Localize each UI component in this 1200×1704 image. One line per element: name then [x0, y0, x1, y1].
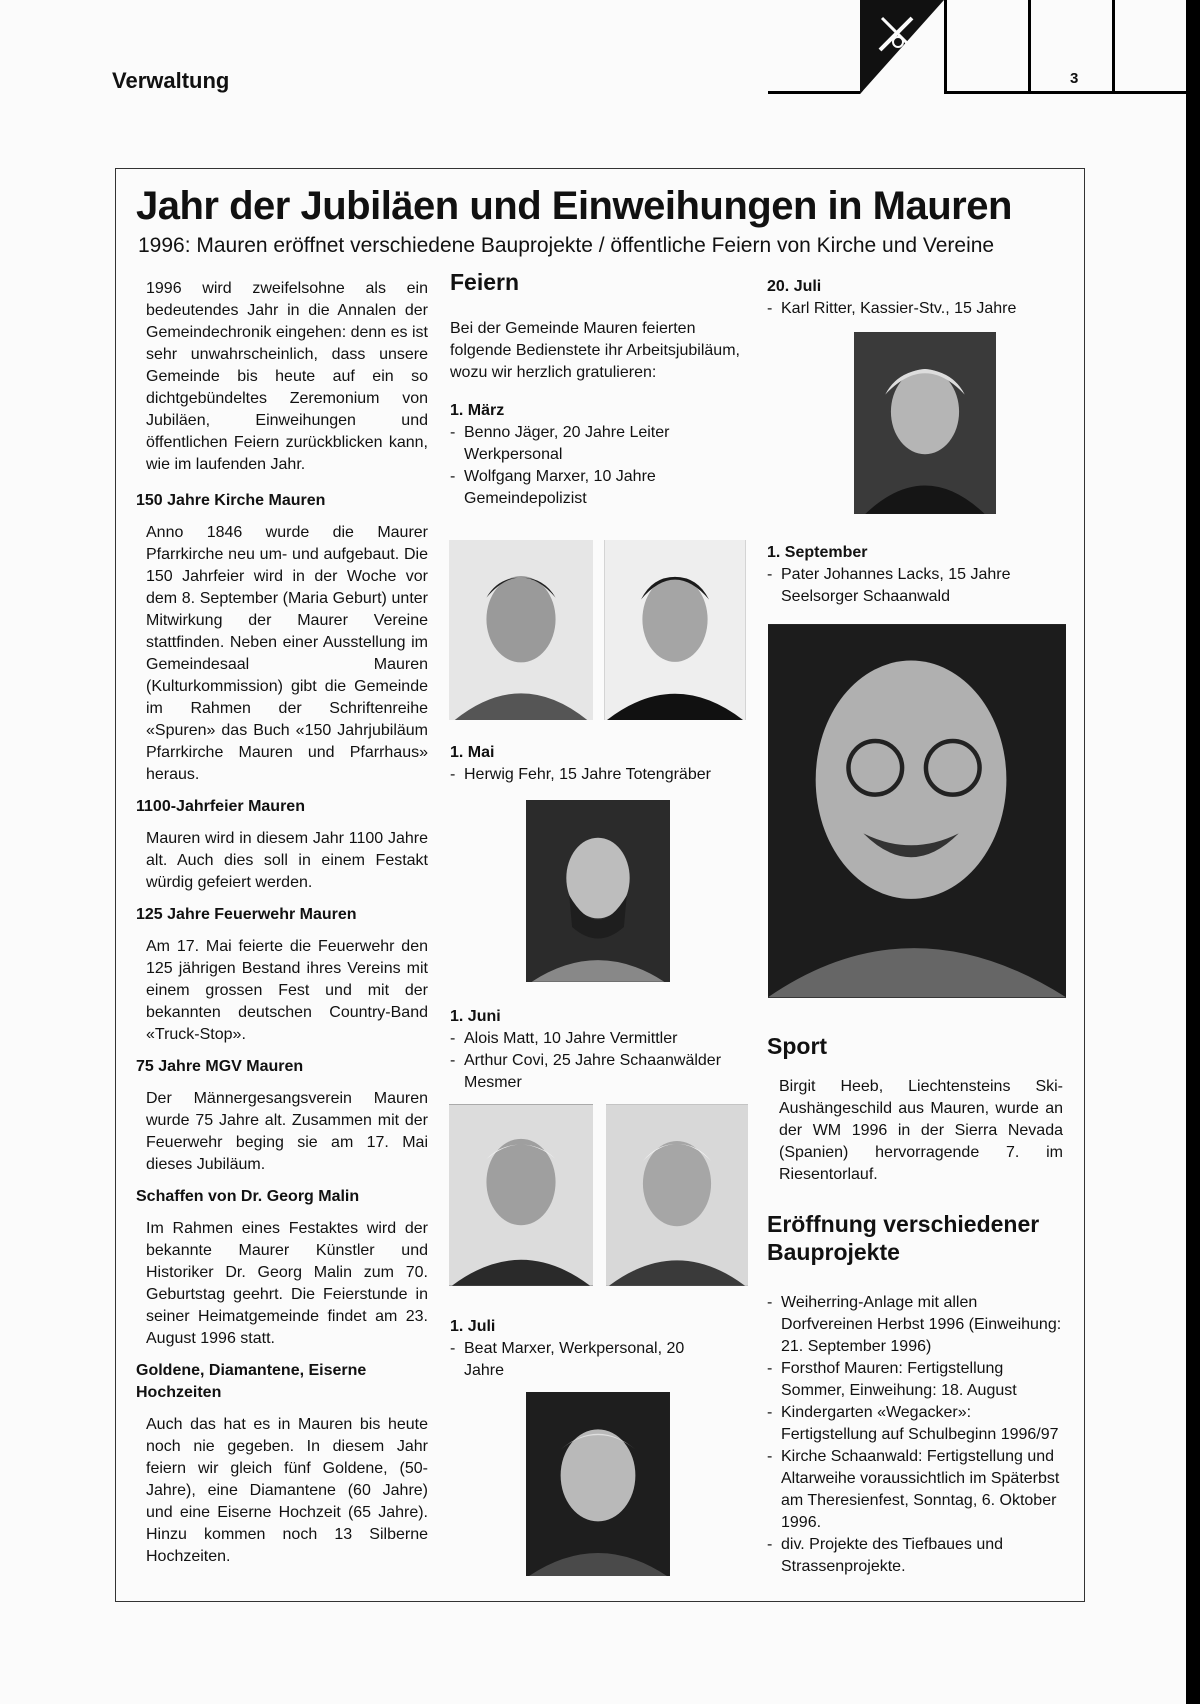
section-heading: Schaffen von Dr. Georg Malin — [136, 1188, 360, 1205]
portrait-photo — [526, 800, 670, 982]
portrait-photo — [768, 624, 1066, 998]
portrait-photo — [854, 332, 996, 514]
list-item: - div. Projekte des Tiefbaues und Strassenprojekte. — [767, 1534, 1063, 1578]
portrait-photo — [449, 1104, 593, 1286]
section-text: Im Rahmen eines Festaktes wird der bekannte Maurer Künstler und Historiker Dr. Georg Malin zum 70. Geburtstag geehrt. Die Feierstunde in seiner Heimatgemeinde findet am 23. August 1996 statt. — [146, 1220, 428, 1347]
page-number: 3 — [1070, 70, 1079, 87]
column-2-juli — [450, 1316, 690, 1382]
list-item: - Forsthof Mauren: Fertigstellung Sommer, Einweihung: 18. August — [767, 1358, 1063, 1402]
section-text: Anno 1846 wurde die Maurer Pfarrkirche neu um- und aufgebaut. Die 150 Jahrfeier wird in der Woche vor dem 8. September (Maria Geburt) unter Mitwirkung der Maurer Vereine stattfinden. Neben einer Ausstellung im Gemeindesaal Mauren (Kulturkommission) gibt die Gemeinde im Rahmen der Schriftenreihe «Spuren» das Buch «150 Jahrjubiläum Pfarrkirche Mauren und Pfarrhaus» heraus. — [146, 524, 428, 783]
section-heading: Goldene, Diamantene, Eiserne Hochzeiten — [136, 1362, 367, 1401]
jubilee-list — [450, 422, 750, 510]
column-1 — [136, 278, 428, 1568]
portrait-photo — [449, 540, 593, 720]
portrait-photo — [606, 1104, 748, 1286]
article-subtitle: 1996: Mauren eröffnet verschiedene Bauprojekte / öffentliche Feiern von Kirche und Vereine — [138, 234, 995, 257]
list-item: - Wolfgang Marxer, 10 Jahre Gemeindepolizist — [450, 466, 750, 510]
sport-text: Birgit Heeb, Liechtensteins Ski-Aushängeschild aus Mauren, wurde an der WM 1996 in der Sierra Nevada (Spanien) hervorragende 7. im Riesentorlauf. — [779, 1078, 1063, 1183]
list-item: - Pater Johannes Lacks, 15 Jahre Seelsorger Schaanwald — [767, 564, 1063, 608]
column-3-sport — [767, 1032, 1063, 1186]
intro-text: 1996 wird zweifelsohne als ein bedeutendes Jahr in die Annalen der Gemeindechronik eingehen: denn es ist sehr unwahrscheinlich, dass unsere Gemeinde bis heute auf ein so dichtgebündeltes Zeremonium von Jubiläen, Einweihungen und öffentlichen Feiern zurückblicken kann, wie im laufenden Jahr. — [146, 280, 428, 473]
feiern-intro: Bei der Gemeinde Mauren feierten folgende Bedienstete ihr Arbeitsjubiläum, wozu wir herzlich gratulieren: — [450, 320, 740, 381]
list-item: - Alois Matt, 10 Jahre Vermittler — [450, 1028, 760, 1050]
section-text: Mauren wird in diesem Jahr 1100 Jahre alt. Auch dies soll in einem Festakt würdig gefeiert werden. — [146, 830, 428, 891]
list-item: - Kindergarten «Wegacker»: Fertigstellung auf Schulbeginn 1996/97 — [767, 1402, 1063, 1446]
section-heading: 125 Jahre Feuerwehr Mauren — [136, 906, 357, 923]
section-label: Verwaltung — [112, 68, 230, 93]
column-3-bauprojekte — [767, 1210, 1063, 1578]
portrait-photo — [604, 540, 746, 720]
column-2-juni — [450, 1006, 750, 1094]
feiern-heading: Feiern — [450, 269, 520, 295]
section-text: Auch das hat es in Mauren bis heute noch nie gegeben. In diesem Jahr feiern wir gleich fünf Goldene, (50-Jahre), eine Diamantene (60 Jahre) und eine Eiserne Hochzeit (65 Jahre). Hinzu kommen noch 13 Silberne Hochzeiten. — [146, 1416, 428, 1565]
list-item: - Karl Ritter, Kassier-Stv., 15 Jahre — [767, 298, 1067, 320]
jubilee-list — [450, 1028, 760, 1094]
jubilee-list — [450, 1338, 690, 1382]
list-item: - Beat Marxer, Werkpersonal, 20 Jahre — [450, 1338, 690, 1382]
section-heading: 75 Jahre MGV Mauren — [136, 1058, 304, 1075]
section-heading: 1100-Jahrfeier Mauren — [136, 798, 305, 815]
date-heading: 1. März — [450, 402, 505, 419]
header-tabs — [768, 0, 1186, 94]
sport-heading: Sport — [767, 1033, 828, 1059]
bauprojekte-heading: Eröffnung verschiedener Bauprojekte — [767, 1211, 1040, 1265]
date-heading: 1. Juni — [450, 1008, 501, 1025]
date-heading: 1. September — [767, 544, 868, 561]
portrait-photo — [526, 1392, 670, 1576]
date-heading: 1. Mai — [450, 744, 495, 761]
column-2-mai — [450, 742, 750, 786]
section-text: Am 17. Mai feierte die Feuerwehr den 125 jährigen Bestand ihres Vereins mit einem grossen Fest und mit der bekannten deutschen Country-Band «Truck-Stop». — [146, 938, 428, 1043]
emblem-icon — [860, 0, 944, 94]
list-item: - Benno Jäger, 20 Jahre Leiter Werkpersonal — [450, 422, 750, 466]
date-heading: 1. Juli — [450, 1318, 496, 1335]
jubilee-list — [450, 764, 750, 786]
bauprojekte-list — [767, 1292, 1063, 1578]
list-item: - Arthur Covi, 25 Jahre Schaanwälder Mesmer — [450, 1050, 760, 1094]
scan-edge — [1186, 0, 1200, 1704]
list-item: - Weiherring-Anlage mit allen Dorfvereinen Herbst 1996 (Einweihung: 21. September 1996) — [767, 1292, 1063, 1358]
column-2 — [450, 268, 750, 510]
jubilee-list — [767, 298, 1067, 320]
section-heading: 150 Jahre Kirche Mauren — [136, 492, 326, 509]
date-heading: 20. Juli — [767, 278, 822, 295]
jubilee-list — [767, 564, 1063, 608]
section-text: Der Männergesangsverein Mauren wurde 75 Jahre alt. Zusammen mit der Feuerwehr beging sie am 17. Mai dieses Jubiläum. — [146, 1090, 428, 1173]
list-item: - Kirche Schaanwald: Fertigstellung und Altarweihe voraussichtlich im Späterbst am Theresienfest, Sonntag, 6. Oktober 1996. — [767, 1446, 1063, 1534]
column-3-september — [767, 542, 1063, 608]
article-title: Jahr der Jubiläen und Einweihungen in Mauren — [136, 184, 1012, 228]
list-item: - Herwig Fehr, 15 Jahre Totengräber — [450, 764, 750, 786]
column-3-juli20 — [767, 276, 1067, 320]
